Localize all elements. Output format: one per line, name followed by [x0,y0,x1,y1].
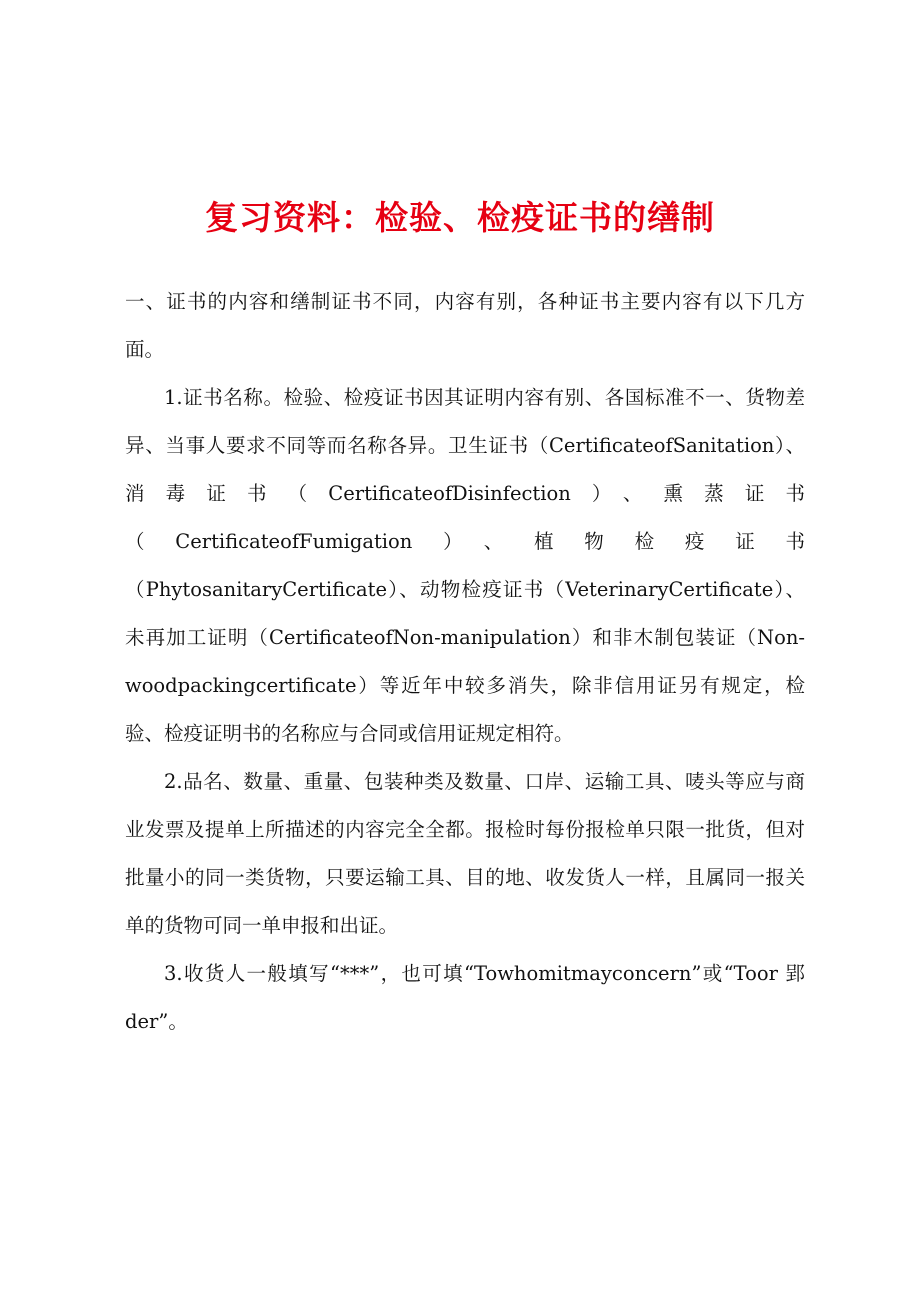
paragraph-intro: 一、证书的内容和缮制证书不同，内容有别，各种证书主要内容有以下几方面。 [125,290,805,361]
paragraph-consignee: 3.收货人一般填写“***”，也可填“Towhomitmayconcern”或“Toor 郢der”。 [125,962,805,1033]
paragraph-certificate-name: 1.证书名称。检验、检疫证书因其证明内容有别、各国标准不一、货物差异、当事人要求不同等而名称各异。卫生证书（CertificateofSanitation）、消毒证书（CertificateofDisinfection）、熏蒸证书（CertificateofFumigation）、植物检疫证书（PhytosanitaryCertificate）、动物检疫证书（VeterinaryCertificate）、未再加工证明（CertificateofNon-manipulation）和非木制包装证（Non-woodpackingcertificate）等近年中较多消失，除非信用证另有规定，检验、检疫证明书的名称应与合同或信用证规定相符。 [125,386,805,745]
document-title: 复习资料：检验、检疫证书的缮制 [205,198,715,237]
document-body [125,278,805,1046]
paragraph-goods-details: 2.品名、数量、重量、包装种类及数量、口岸、运输工具、唛头等应与商业发票及提单上所描述的内容完全全都。报检时每份报检单只限一批货，但对批量小的同一类货物，只要运输工具、目的地、收发货人一样，且属同一报关单的货物可同一单申报和出证。 [125,770,805,937]
